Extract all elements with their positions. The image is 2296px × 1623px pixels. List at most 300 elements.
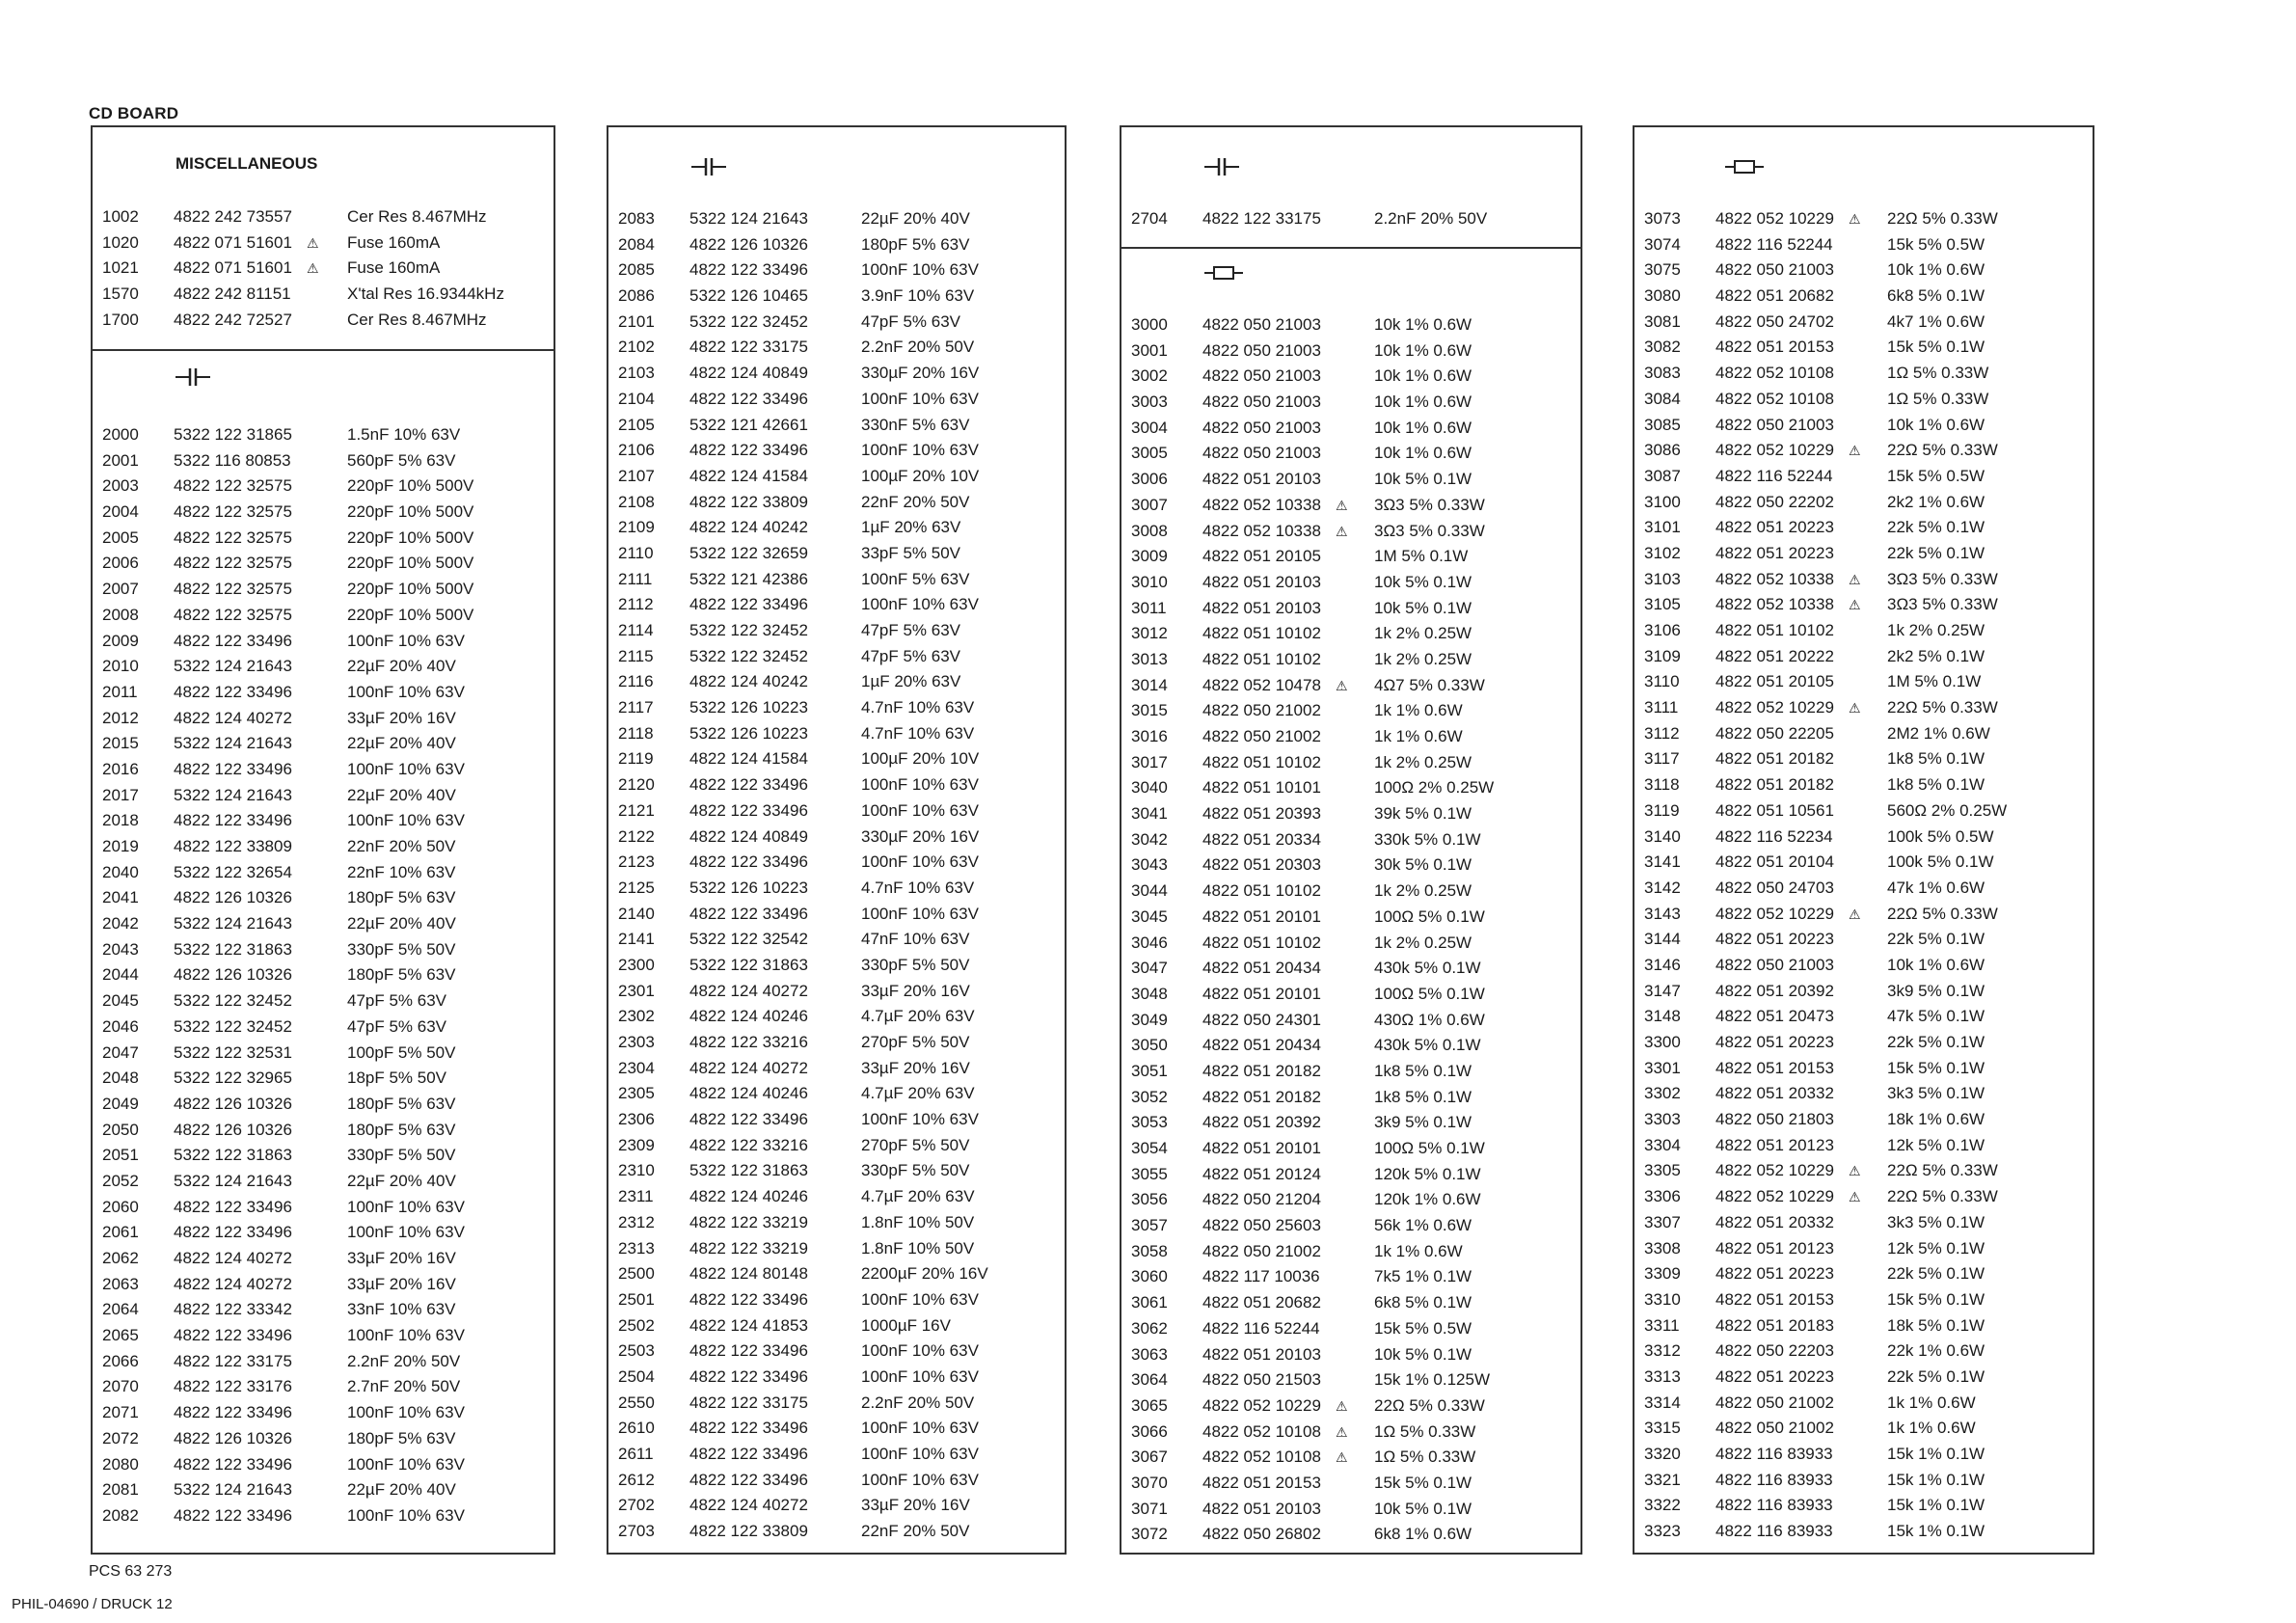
part-code: 4822 050 21003 bbox=[1715, 415, 1834, 434]
part-code: 4822 122 33496 bbox=[174, 1454, 292, 1474]
part-code: 4822 122 33496 bbox=[689, 1366, 808, 1386]
part-code: 4822 124 40242 bbox=[689, 672, 808, 691]
part-code: 5322 124 21643 bbox=[174, 734, 292, 753]
part-description: 22nF 20% 50V bbox=[861, 492, 970, 511]
part-description: 220pF 10% 500V bbox=[347, 605, 474, 624]
part-reference: 2111 bbox=[618, 569, 653, 588]
part-code: 4822 052 10229 bbox=[1715, 209, 1834, 228]
part-reference: 3320 bbox=[1644, 1445, 1681, 1463]
part-reference: 3083 bbox=[1644, 364, 1681, 383]
part-row bbox=[608, 695, 1065, 721]
part-code: 4822 051 20434 bbox=[1202, 1036, 1321, 1055]
part-description: 180pF 5% 63V bbox=[347, 1428, 456, 1447]
part-row bbox=[1121, 1393, 1580, 1420]
part-description: 22µF 20% 40V bbox=[861, 209, 970, 228]
part-code: 5322 122 32659 bbox=[689, 543, 808, 562]
part-code: 4822 050 24702 bbox=[1715, 311, 1834, 331]
part-row bbox=[1121, 1471, 1580, 1497]
part-description: 100nF 10% 63V bbox=[861, 800, 979, 820]
part-code: 4822 051 10102 bbox=[1715, 621, 1834, 639]
part-code: 4822 122 32575 bbox=[174, 554, 292, 573]
part-reference: 3314 bbox=[1644, 1393, 1681, 1412]
part-code: 4822 122 33809 bbox=[689, 1522, 808, 1541]
part-reference: 3147 bbox=[1644, 981, 1681, 1000]
part-code: 4822 126 10326 bbox=[174, 1428, 292, 1447]
part-reference: 3117 bbox=[1644, 749, 1680, 769]
part-reference: 3045 bbox=[1131, 906, 1168, 926]
safety-warning-icon: ⚠ bbox=[1336, 1397, 1348, 1414]
part-description: 100nF 10% 63V bbox=[347, 1326, 465, 1345]
part-row bbox=[608, 850, 1065, 876]
part-reference: 3307 bbox=[1644, 1212, 1681, 1231]
part-description: 220pF 10% 500V bbox=[347, 580, 474, 599]
part-reference: 2043 bbox=[102, 939, 139, 959]
part-code: 4822 124 41584 bbox=[689, 466, 808, 485]
part-code: 5322 124 21643 bbox=[174, 657, 292, 676]
part-row bbox=[1121, 775, 1580, 801]
part-reference: 2046 bbox=[102, 1016, 139, 1036]
part-code: 4822 122 33342 bbox=[174, 1300, 292, 1319]
part-description: 100nF 10% 63V bbox=[861, 389, 979, 408]
part-description: 4k7 1% 0.6W bbox=[1887, 311, 1985, 331]
part-code: 4822 050 21003 bbox=[1202, 444, 1321, 463]
part-code: 4822 051 20123 bbox=[1715, 1238, 1834, 1258]
part-reference: 3311 bbox=[1644, 1315, 1680, 1335]
part-row bbox=[608, 1261, 1065, 1287]
part-description: 12k 5% 0.1W bbox=[1887, 1238, 1985, 1258]
part-row bbox=[93, 1066, 554, 1092]
part-reference: 3055 bbox=[1131, 1164, 1168, 1183]
part-reference: 2310 bbox=[618, 1161, 655, 1180]
part-description: 100nF 10% 63V bbox=[861, 775, 979, 795]
part-description: 22k 5% 0.1W bbox=[1887, 543, 1985, 562]
part-description: 18k 5% 0.1W bbox=[1887, 1315, 1985, 1335]
part-reference: 3052 bbox=[1131, 1087, 1168, 1106]
part-description: 47pF 5% 63V bbox=[861, 621, 961, 639]
part-reference: 3086 bbox=[1644, 441, 1681, 460]
part-code: 4822 051 20223 bbox=[1715, 1033, 1834, 1051]
part-reference: 2062 bbox=[102, 1249, 139, 1267]
part-reference: 3119 bbox=[1644, 800, 1680, 820]
part-description: 22k 5% 0.1W bbox=[1887, 1264, 1985, 1284]
part-reference: 2015 bbox=[102, 734, 139, 753]
part-row bbox=[1121, 1342, 1580, 1368]
part-description: 1.8nF 10% 50V bbox=[861, 1238, 975, 1258]
part-description: 47k 1% 0.6W bbox=[1887, 878, 1985, 897]
part-code: 4822 126 10326 bbox=[689, 234, 808, 254]
part-code: 4822 051 20105 bbox=[1715, 672, 1834, 691]
part-description: 22µF 20% 40V bbox=[347, 785, 456, 804]
part-code: 4822 050 21002 bbox=[1715, 1419, 1834, 1438]
part-code: 4822 051 20222 bbox=[1715, 646, 1834, 665]
part-reference: 2312 bbox=[618, 1212, 655, 1231]
part-description: 330nF 5% 63V bbox=[861, 415, 970, 434]
part-reference: 3102 bbox=[1644, 543, 1681, 562]
part-description: 10k 1% 0.6W bbox=[1374, 366, 1472, 386]
part-row bbox=[93, 911, 554, 937]
part-row bbox=[93, 629, 554, 655]
part-code: 4822 052 10229 bbox=[1202, 1395, 1321, 1415]
part-code: 4822 122 33496 bbox=[689, 1110, 808, 1129]
part-reference: 2141 bbox=[618, 930, 655, 949]
part-description: 100Ω 5% 0.1W bbox=[1374, 1139, 1485, 1157]
board-title: CD BOARD bbox=[89, 104, 179, 122]
safety-warning-icon: ⚠ bbox=[1849, 906, 1861, 922]
part-description: 3Ω3 5% 0.33W bbox=[1374, 495, 1485, 514]
part-reference: 3100 bbox=[1644, 492, 1681, 511]
part-code: 4822 051 10561 bbox=[1715, 800, 1834, 820]
part-description: Cer Res 8.467MHz bbox=[347, 310, 487, 329]
part-description: 47pF 5% 63V bbox=[861, 311, 961, 331]
part-description: 1k 1% 0.6W bbox=[1374, 1241, 1463, 1260]
part-row bbox=[93, 603, 554, 629]
part-row bbox=[1121, 1136, 1580, 1162]
part-row bbox=[93, 1477, 554, 1503]
part-row bbox=[93, 230, 554, 257]
part-description: 22µF 20% 40V bbox=[347, 914, 456, 933]
part-reference: 2060 bbox=[102, 1197, 139, 1216]
part-reference: 3315 bbox=[1644, 1419, 1681, 1438]
part-code: 4822 124 40272 bbox=[689, 1496, 808, 1515]
part-description: 15k 5% 0.5W bbox=[1374, 1318, 1472, 1338]
part-row bbox=[93, 526, 554, 552]
part-code: 5322 116 80853 bbox=[174, 450, 291, 470]
part-row bbox=[1121, 596, 1580, 622]
part-reference: 2502 bbox=[618, 1315, 655, 1335]
part-row bbox=[608, 669, 1065, 695]
part-reference: 2112 bbox=[618, 595, 654, 614]
part-code: 4822 051 20223 bbox=[1715, 1366, 1834, 1386]
part-description: 2M2 1% 0.6W bbox=[1887, 723, 1990, 743]
part-code: 4822 122 32575 bbox=[174, 476, 292, 496]
part-row bbox=[1121, 416, 1580, 442]
part-reference: 3002 bbox=[1131, 366, 1168, 386]
part-reference: 2611 bbox=[618, 1445, 654, 1463]
part-code: 4822 122 33496 bbox=[174, 759, 292, 778]
part-description: 22µF 20% 40V bbox=[347, 734, 456, 753]
part-description: 7k5 1% 0.1W bbox=[1374, 1267, 1472, 1286]
part-row bbox=[1121, 1239, 1580, 1265]
part-reference: 3112 bbox=[1644, 723, 1680, 743]
part-code: 4822 122 32575 bbox=[174, 527, 292, 547]
part-code: 4822 124 40272 bbox=[174, 1274, 292, 1293]
part-reference: 2065 bbox=[102, 1326, 139, 1345]
part-row bbox=[1121, 338, 1580, 365]
part-code: 4822 124 40246 bbox=[689, 1007, 808, 1026]
part-code: 4822 122 33496 bbox=[689, 1419, 808, 1438]
part-row bbox=[608, 1081, 1065, 1107]
part-reference: 2052 bbox=[102, 1171, 139, 1190]
part-description: 1000µF 16V bbox=[861, 1315, 951, 1335]
part-description: 3Ω3 5% 0.33W bbox=[1887, 595, 1998, 614]
part-row bbox=[608, 1468, 1065, 1494]
part-description: 2.7nF 20% 50V bbox=[347, 1377, 461, 1396]
panel-resistors bbox=[1633, 125, 2094, 1555]
part-row bbox=[93, 308, 554, 334]
part-reference: 2063 bbox=[102, 1274, 139, 1293]
part-code: 4822 051 20182 bbox=[1202, 1087, 1321, 1106]
part-description: 33µF 20% 16V bbox=[861, 981, 970, 1000]
part-row bbox=[1121, 1522, 1580, 1548]
safety-warning-icon: ⚠ bbox=[1336, 1423, 1348, 1440]
part-reference: 3101 bbox=[1644, 518, 1681, 537]
part-row bbox=[608, 541, 1065, 567]
part-row bbox=[1121, 1110, 1580, 1136]
safety-warning-icon: ⚠ bbox=[307, 234, 319, 251]
part-row bbox=[93, 256, 554, 282]
part-description: 220pF 10% 500V bbox=[347, 502, 474, 522]
part-row bbox=[1121, 1162, 1580, 1188]
part-reference: 2041 bbox=[102, 888, 139, 907]
part-description: 3Ω3 5% 0.33W bbox=[1374, 521, 1485, 540]
part-reference: 2106 bbox=[618, 441, 655, 460]
part-row bbox=[1121, 312, 1580, 338]
part-code: 4822 126 10326 bbox=[174, 965, 292, 985]
part-row bbox=[1121, 206, 1580, 232]
part-row bbox=[93, 1169, 554, 1195]
part-description: 1k8 5% 0.1W bbox=[1374, 1061, 1472, 1080]
part-code: 5322 126 10223 bbox=[689, 878, 808, 897]
part-reference: 3066 bbox=[1131, 1421, 1168, 1441]
part-code: 4822 116 83933 bbox=[1715, 1496, 1833, 1515]
part-code: 5322 122 32452 bbox=[689, 646, 808, 665]
part-description: 560Ω 2% 0.25W bbox=[1887, 800, 2008, 820]
part-reference: 2107 bbox=[618, 466, 655, 485]
part-row bbox=[93, 1272, 554, 1298]
part-description: 330pF 5% 50V bbox=[861, 1161, 970, 1180]
capacitor-icon bbox=[691, 156, 726, 182]
part-reference: 3049 bbox=[1131, 1010, 1168, 1029]
part-row bbox=[1121, 852, 1580, 879]
part-row bbox=[608, 284, 1065, 310]
part-description: 100nF 10% 63V bbox=[861, 1110, 979, 1129]
part-code: 4822 052 10229 bbox=[1715, 904, 1834, 923]
part-code: 5322 121 42386 bbox=[689, 569, 808, 588]
part-description: 330pF 5% 50V bbox=[861, 955, 970, 974]
part-row bbox=[1121, 956, 1580, 982]
part-reference: 3103 bbox=[1644, 569, 1681, 588]
section-divider bbox=[93, 349, 554, 351]
parts-list bbox=[1634, 206, 2093, 1545]
part-description: 10k 1% 0.6W bbox=[1887, 955, 1985, 974]
part-row bbox=[93, 1092, 554, 1118]
part-row bbox=[608, 1030, 1065, 1056]
part-description: 15k 5% 0.5W bbox=[1887, 466, 1985, 485]
part-code: 4822 050 21003 bbox=[1202, 366, 1321, 386]
part-description: 180pF 5% 63V bbox=[347, 1120, 456, 1139]
part-description: 15k 5% 0.1W bbox=[1887, 1058, 1985, 1077]
part-reference: 1002 bbox=[102, 207, 139, 226]
part-row bbox=[1634, 1236, 2093, 1262]
part-reference: 3323 bbox=[1644, 1522, 1681, 1541]
part-row bbox=[1121, 570, 1580, 596]
part-description: 100nF 10% 63V bbox=[347, 1197, 465, 1216]
part-code: 4822 126 10326 bbox=[174, 1094, 292, 1113]
part-row bbox=[93, 1374, 554, 1400]
part-row bbox=[1634, 1365, 2093, 1391]
part-row bbox=[93, 1400, 554, 1426]
part-code: 4822 122 33496 bbox=[174, 682, 292, 701]
safety-warning-icon: ⚠ bbox=[307, 260, 319, 277]
part-description: 3k9 5% 0.1W bbox=[1374, 1113, 1472, 1132]
part-code: 4822 122 33216 bbox=[689, 1033, 808, 1051]
part-description: 1k 2% 0.25W bbox=[1374, 881, 1472, 901]
part-row bbox=[1121, 441, 1580, 467]
part-row bbox=[1121, 364, 1580, 390]
part-row bbox=[1634, 1442, 2093, 1468]
part-row bbox=[608, 1133, 1065, 1159]
part-code: 4822 116 83933 bbox=[1715, 1445, 1833, 1463]
part-description: 100nF 10% 63V bbox=[861, 441, 979, 460]
part-description: 10k 5% 0.1W bbox=[1374, 572, 1472, 591]
part-reference: 2115 bbox=[618, 646, 654, 665]
part-code: 5322 122 32531 bbox=[174, 1042, 292, 1062]
safety-warning-icon: ⚠ bbox=[1336, 677, 1348, 693]
part-description: 220pF 10% 500V bbox=[347, 554, 474, 573]
part-row bbox=[1121, 621, 1580, 647]
part-code: 4822 122 33496 bbox=[689, 1289, 808, 1309]
part-code: 4822 050 26802 bbox=[1202, 1525, 1321, 1544]
part-description: 3k3 5% 0.1W bbox=[1887, 1084, 1985, 1103]
part-row bbox=[608, 257, 1065, 284]
part-description: 22Ω 5% 0.33W bbox=[1887, 209, 1998, 228]
part-reference: 2125 bbox=[618, 878, 655, 897]
part-code: 4822 051 20393 bbox=[1202, 804, 1321, 824]
part-code: 5322 122 32452 bbox=[174, 991, 292, 1011]
part-reference: 3041 bbox=[1131, 804, 1168, 824]
part-reference: 3309 bbox=[1644, 1264, 1681, 1284]
part-row bbox=[1634, 515, 2093, 541]
part-row bbox=[608, 1493, 1065, 1519]
part-description: 22Ω 5% 0.33W bbox=[1887, 904, 1998, 923]
part-code: 5322 126 10465 bbox=[689, 286, 808, 306]
part-reference: 2004 bbox=[102, 502, 139, 522]
part-code: 4822 051 20223 bbox=[1715, 1264, 1834, 1284]
part-row bbox=[608, 876, 1065, 902]
part-description: 3k9 5% 0.1W bbox=[1887, 981, 1985, 1000]
part-row bbox=[93, 757, 554, 783]
part-reference: 2048 bbox=[102, 1068, 139, 1088]
part-row bbox=[1121, 982, 1580, 1008]
part-reference: 2105 bbox=[618, 415, 655, 434]
part-reference: 2008 bbox=[102, 605, 139, 624]
part-reference: 3000 bbox=[1131, 315, 1168, 334]
part-reference: 3040 bbox=[1131, 778, 1168, 798]
part-code: 5322 126 10223 bbox=[689, 698, 808, 717]
part-description: 100Ω 5% 0.1W bbox=[1374, 906, 1485, 926]
part-reference: 3012 bbox=[1131, 624, 1168, 643]
part-code: 4822 122 33219 bbox=[689, 1212, 808, 1231]
part-code: 4822 051 20153 bbox=[1715, 338, 1834, 357]
part-description: 330µF 20% 16V bbox=[861, 364, 980, 383]
part-reference: 2305 bbox=[618, 1084, 655, 1103]
part-row bbox=[1634, 669, 2093, 695]
part-row bbox=[608, 927, 1065, 953]
part-code: 4822 051 20682 bbox=[1715, 286, 1834, 306]
part-row bbox=[608, 1210, 1065, 1236]
safety-warning-icon: ⚠ bbox=[1849, 700, 1861, 717]
part-reference: 3303 bbox=[1644, 1110, 1681, 1129]
part-description: 4.7µF 20% 63V bbox=[861, 1007, 975, 1026]
part-description: 2.2nF 20% 50V bbox=[347, 1351, 461, 1370]
part-code: 4822 051 20332 bbox=[1715, 1212, 1834, 1231]
part-reference: 3080 bbox=[1644, 286, 1681, 306]
part-code: 4822 052 10338 bbox=[1715, 569, 1834, 588]
part-reference: 3042 bbox=[1131, 829, 1168, 849]
part-description: 1Ω 5% 0.33W bbox=[1887, 389, 1989, 408]
part-code: 4822 122 33496 bbox=[174, 1403, 292, 1422]
part-reference: 3060 bbox=[1131, 1267, 1168, 1286]
part-reference: 3057 bbox=[1131, 1216, 1168, 1235]
part-reference: 2012 bbox=[102, 708, 139, 727]
part-code: 5322 124 21643 bbox=[174, 785, 292, 804]
part-description: 1µF 20% 63V bbox=[861, 672, 961, 691]
part-row bbox=[1121, 1367, 1580, 1393]
part-row bbox=[1634, 361, 2093, 387]
part-description: 180pF 5% 63V bbox=[347, 888, 456, 907]
part-description: Cer Res 8.467MHz bbox=[347, 207, 487, 226]
part-description: 47pF 5% 63V bbox=[861, 646, 961, 665]
part-reference: 3085 bbox=[1644, 415, 1681, 434]
part-reference: 2081 bbox=[102, 1480, 139, 1500]
part-code: 4822 051 10102 bbox=[1202, 881, 1321, 901]
part-row bbox=[1634, 438, 2093, 464]
part-reference: 2309 bbox=[618, 1135, 655, 1154]
part-row bbox=[608, 1287, 1065, 1313]
part-reference: 2303 bbox=[618, 1033, 655, 1051]
part-reference: 2118 bbox=[618, 723, 654, 743]
part-code: 4822 051 20223 bbox=[1715, 518, 1834, 537]
parts-list bbox=[93, 204, 554, 333]
part-row bbox=[1121, 1059, 1580, 1085]
part-description: 1k8 5% 0.1W bbox=[1887, 749, 1985, 769]
part-row bbox=[608, 567, 1065, 593]
part-code: 4822 051 20223 bbox=[1715, 543, 1834, 562]
part-code: 4822 050 21002 bbox=[1715, 1393, 1834, 1412]
part-code: 4822 051 20103 bbox=[1202, 1499, 1321, 1518]
part-description: 47pF 5% 63V bbox=[347, 991, 447, 1011]
part-row bbox=[1634, 902, 2093, 928]
part-row bbox=[1634, 1339, 2093, 1365]
part-description: 430Ω 1% 0.6W bbox=[1374, 1010, 1485, 1029]
part-description: 1M 5% 0.1W bbox=[1887, 672, 1982, 691]
section-divider bbox=[1121, 247, 1580, 249]
part-reference: 2080 bbox=[102, 1454, 139, 1474]
part-reference: 3073 bbox=[1644, 209, 1681, 228]
part-reference: 2703 bbox=[618, 1522, 655, 1541]
part-description: 10k 1% 0.6W bbox=[1374, 315, 1472, 334]
part-reference: 3302 bbox=[1644, 1084, 1681, 1103]
part-row bbox=[93, 1297, 554, 1323]
part-code: 5322 124 21643 bbox=[174, 914, 292, 933]
part-row bbox=[1634, 206, 2093, 232]
part-reference: 2302 bbox=[618, 1007, 655, 1026]
part-reference: 3305 bbox=[1644, 1161, 1681, 1180]
part-row bbox=[608, 1313, 1065, 1339]
part-row bbox=[1634, 1133, 2093, 1159]
part-code: 4822 051 20153 bbox=[1202, 1473, 1321, 1492]
part-row bbox=[1121, 1085, 1580, 1111]
part-row bbox=[93, 654, 554, 680]
part-code: 4822 122 33809 bbox=[174, 837, 292, 855]
part-code: 4822 052 10229 bbox=[1715, 698, 1834, 717]
part-row bbox=[1634, 1081, 2093, 1107]
part-description: 10k 1% 0.6W bbox=[1374, 444, 1472, 463]
part-description: 1k 2% 0.25W bbox=[1374, 752, 1472, 771]
part-reference: 1021 bbox=[102, 258, 139, 278]
part-description: 100nF 10% 63V bbox=[861, 260, 979, 280]
part-row bbox=[1121, 801, 1580, 827]
